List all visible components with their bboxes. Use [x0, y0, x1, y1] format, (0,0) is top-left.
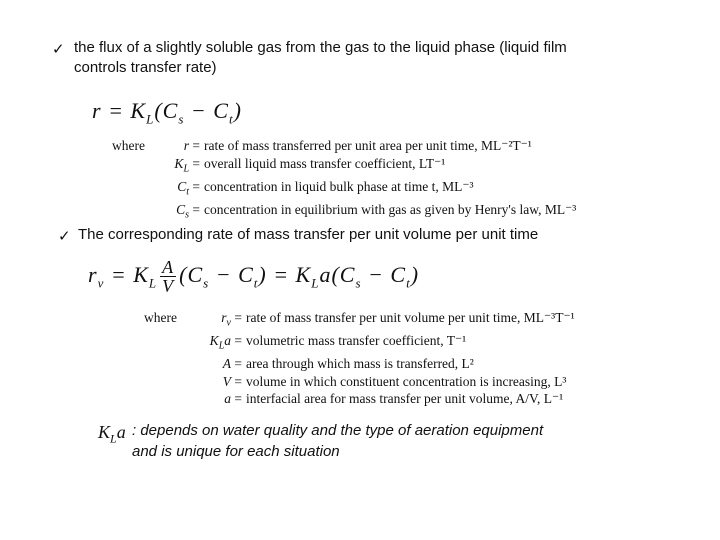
definition-row	[144, 355, 575, 373]
def-symbol: $C_t$ =	[177, 178, 200, 198]
bullet-1-line-2: controls transfer rate)	[74, 59, 217, 76]
definition-row	[144, 309, 575, 332]
def-text: area through which mass is transferred, L²	[246, 356, 474, 372]
def-text: interfacial area for mass transfer per unit volume, A/V, L⁻¹	[246, 391, 564, 407]
bullet-2-line-1: The corresponding rate of mass transfer per unit volume per unit time	[78, 226, 539, 243]
check-mark-icon: ✓	[58, 227, 71, 245]
def-symbol: r =	[183, 138, 200, 153]
note-line-2: and is unique for each situation	[132, 443, 340, 460]
definition-row	[144, 373, 575, 391]
def-text: concentration in liquid bulk phase at time t, ML⁻³	[204, 178, 474, 194]
definition-row	[144, 332, 575, 355]
definitions-2	[144, 309, 575, 408]
bullet-1-line-1: the flux of a slightly soluble gas from the gas to the liquid phase (liquid film	[74, 39, 567, 56]
def-symbol: V =	[222, 373, 242, 389]
def-text: volumetric mass transfer coefficient, T⁻¹	[246, 333, 467, 349]
check-mark-icon: ✓	[52, 40, 65, 58]
def-symbol: $K_La$ =	[209, 333, 242, 352]
kla-symbol: $K_La$	[98, 422, 126, 446]
equation-volumetric: $r_v = K_L$ $\frac{A}{V}$ $(C_s - C_t) = K_La(C_s - C_t)$	[88, 257, 420, 296]
note-line-1: : depends on water quality and the type of aeration equipment	[132, 422, 544, 439]
def-symbol: $K_L$ =	[174, 155, 200, 175]
equation-flux: $r = K_L(C_s - C_t)$	[92, 98, 242, 127]
definition-row	[144, 390, 575, 408]
fraction-a-over-v: $\frac{A}{V}$	[162, 257, 175, 296]
def-text: rate of mass transferred per unit area per unit time, ML⁻²T⁻¹	[204, 138, 532, 153]
def-symbol: $C_s$ =	[176, 201, 200, 221]
def-symbol: a =	[224, 391, 242, 407]
definition-row	[112, 155, 576, 178]
def-symbol: A =	[222, 356, 242, 372]
where-label: where	[112, 138, 145, 153]
where-label: where	[144, 310, 177, 325]
def-text: overall liquid mass transfer coefficient, LT⁻¹	[204, 155, 446, 171]
def-text: rate of mass transfer per unit volume per unit time, ML⁻³T⁻¹	[246, 310, 575, 325]
def-symbol: $r_v$ =	[221, 310, 242, 329]
definition-row	[112, 137, 576, 155]
definitions-1	[112, 137, 576, 224]
definition-row	[112, 201, 576, 224]
def-text: volume in which constituent concentration is increasing, L³	[246, 373, 567, 389]
def-text: concentration in equilibrium with gas as given by Henry's law, ML⁻³	[204, 201, 577, 217]
definition-row	[112, 178, 576, 201]
